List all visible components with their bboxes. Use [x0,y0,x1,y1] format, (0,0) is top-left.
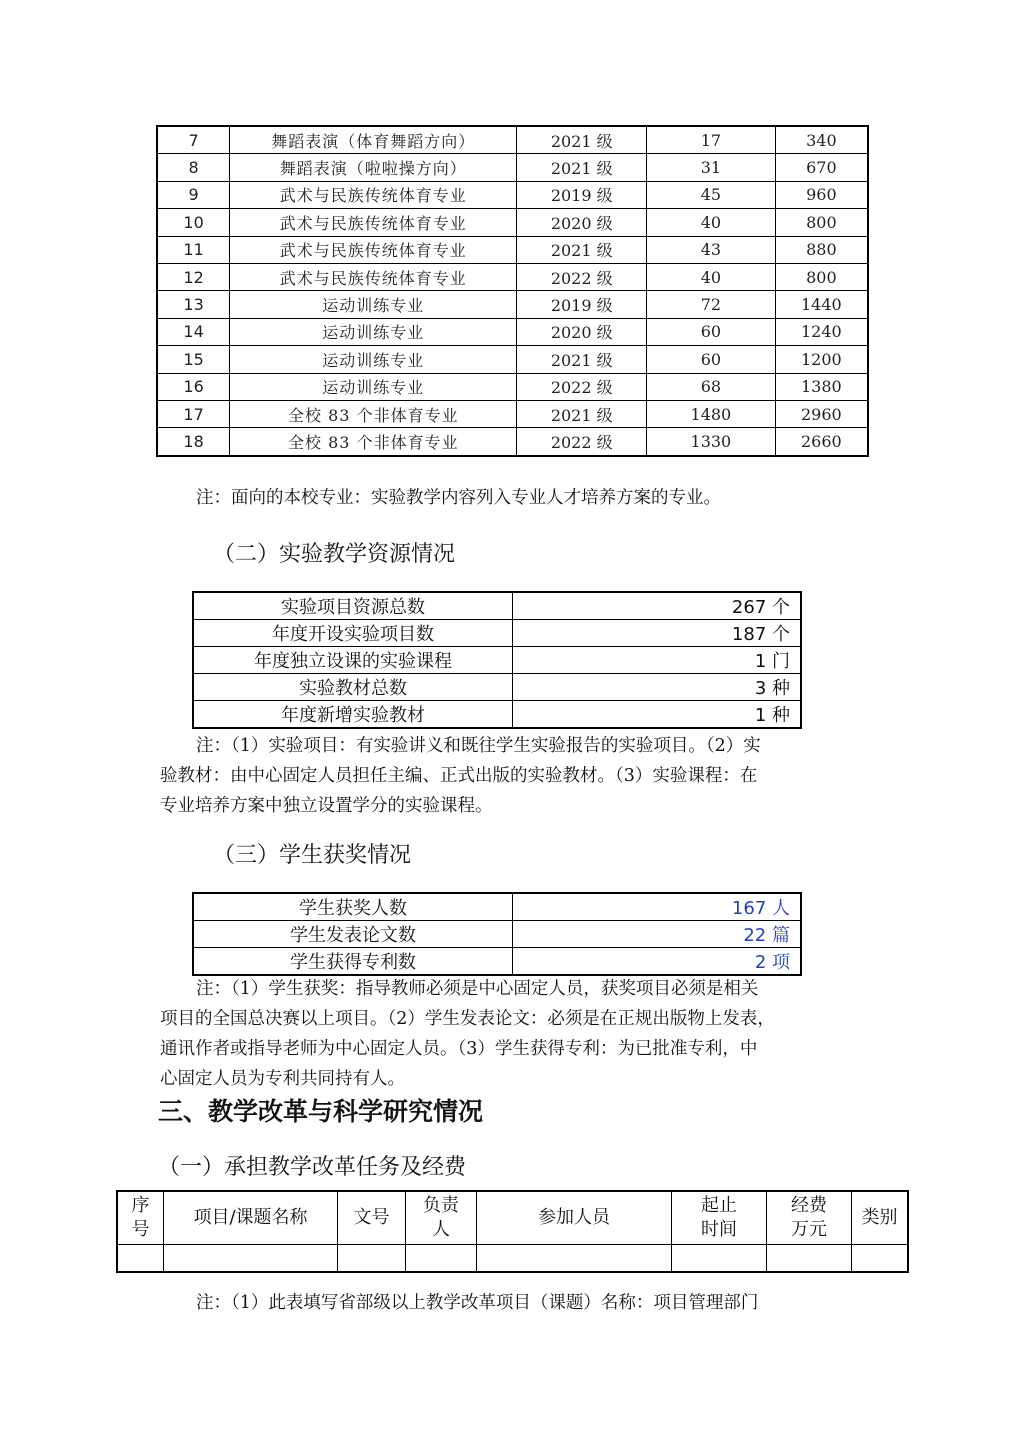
column-header-line-1: 起止 [701,1195,737,1216]
reform-cell [767,1245,852,1273]
section3-note [160,974,872,1094]
table-row [193,701,801,729]
column-header [852,1191,909,1245]
table-row [157,263,868,290]
student-count-cell: 40 [647,209,776,236]
student-count-cell: 17 [647,126,776,154]
column-header-line-1: 序 [131,1195,150,1216]
column-header-line-2: 号 [131,1219,150,1240]
column-header [164,1191,338,1245]
grade-cell: 2020 级 [517,318,647,345]
major-name-cell: 武术与民族传统体育专业 [230,263,517,290]
section3-heading: （三）学生获奖情况 [213,843,412,868]
major-name-cell: 武术与民族传统体育专业 [230,209,517,236]
student-count-cell: 43 [647,236,776,263]
value-cell: 267 个 [513,592,802,620]
value-cell: 1 种 [513,701,802,729]
table-row [193,647,801,674]
grade-cell: 2019 级 [517,181,647,208]
major-name-cell: 舞蹈表演（啦啦操方向） [230,154,517,181]
value-cell: 1 门 [513,647,802,674]
reform-cell [338,1245,406,1273]
label-cell: 年度开设实验项目数 [193,620,513,647]
row-number-cell: 16 [157,373,230,400]
table-row [157,126,868,154]
column-header [117,1191,164,1245]
label-cell: 实验项目资源总数 [193,592,513,620]
column-header-line-1: 类别 [861,1207,898,1228]
table-row [193,893,801,921]
student-count-cell: 40 [647,263,776,290]
label-cell: 年度新增实验教材 [193,701,513,729]
award-table-body [193,893,801,975]
table-row [193,620,801,647]
section3-note-line-4: 心固定人员为专利共同持有人。 [160,1069,405,1089]
grade-cell: 2021 级 [517,236,647,263]
grade-cell: 2021 级 [517,400,647,427]
reform-cell [477,1245,672,1273]
column-header [406,1191,477,1245]
grade-cell: 2022 级 [517,428,647,456]
table-row [157,346,868,373]
section2-note [160,731,872,821]
student-count-cell: 68 [647,373,776,400]
hours-cell: 670 [775,154,868,181]
reform-cell [406,1245,477,1273]
row-number-cell: 11 [157,236,230,263]
hours-cell: 880 [775,236,868,263]
student-count-cell: 31 [647,154,776,181]
table-row [157,428,868,456]
table-row [157,181,868,208]
reform-table-header-row [117,1191,908,1245]
student-count-cell: 60 [647,346,776,373]
hours-cell: 1240 [775,318,868,345]
hours-cell: 1380 [775,373,868,400]
reform-cell [164,1245,338,1273]
value-cell: 167 人 [513,893,802,921]
table-row [157,318,868,345]
hours-cell: 800 [775,263,868,290]
row-number-cell: 13 [157,291,230,318]
value-cell: 3 种 [513,674,802,701]
value-cell: 187 个 [513,620,802,647]
student-count-cell: 45 [647,181,776,208]
hours-cell: 800 [775,209,868,236]
grade-cell: 2022 级 [517,263,647,290]
section2-note-line-2: 验教材：由中心固定人员担任主编、正式出版的实验教材。（3）实验课程：在 [160,766,758,786]
major-name-cell: 运动训练专业 [230,346,517,373]
section3-note-line-2: 项目的全国总决赛以上项目。（2）学生发表论文：必须是在正规出版物上发表， [160,1009,775,1029]
section3-note-line-3: 通讯作者或指导老师为中心固定人员。（3）学生获得专利：为已批准专利，中 [160,1039,758,1059]
label-cell: 学生获奖人数 [193,893,513,921]
major-name-cell: 全校 83 个非体育专业 [230,428,517,456]
part3-heading: 三、教学改革与科学研究情况 [158,1097,484,1126]
table-row [157,154,868,181]
grade-cell: 2022 级 [517,373,647,400]
column-header-line-1: 经费 [791,1195,827,1216]
resource-table-body [193,592,801,728]
hours-cell: 960 [775,181,868,208]
label-cell: 学生发表论文数 [193,921,513,948]
grade-cell: 2021 级 [517,346,647,373]
resource-table [192,591,802,729]
reform-table [116,1190,909,1273]
table-row [193,674,801,701]
column-header-line-2: 万元 [791,1219,827,1240]
row-number-cell: 17 [157,400,230,427]
student-count-cell: 1330 [647,428,776,456]
section2-note-line-1: 注：（1）实验项目：有实验讲义和既往学生实验报告的实验项目。（2）实 [196,736,761,756]
hours-cell: 2660 [775,428,868,456]
reform-cell [852,1245,909,1273]
major-name-cell: 武术与民族传统体育专业 [230,236,517,263]
grade-cell: 2021 级 [517,126,647,154]
column-header-line-2: 时间 [701,1219,737,1240]
column-header-line-2: 人 [432,1219,450,1240]
row-number-cell: 18 [157,428,230,456]
table-row [157,209,868,236]
major-name-cell: 武术与民族传统体育专业 [230,181,517,208]
column-header-line-1: 负责 [423,1195,459,1216]
table-row [157,291,868,318]
major-name-cell: 运动训练专业 [230,318,517,345]
hours-cell: 340 [775,126,868,154]
column-header [338,1191,406,1245]
row-number-cell: 7 [157,126,230,154]
table-row [193,921,801,948]
enrollment-table [156,125,869,457]
value-cell: 2 项 [513,948,802,976]
reform-table-empty-row [117,1245,908,1273]
table-row [193,592,801,620]
section2-heading: （二）实验教学资源情况 [213,542,456,567]
hours-cell: 1200 [775,346,868,373]
student-count-cell: 1480 [647,400,776,427]
row-number-cell: 9 [157,181,230,208]
major-name-cell: 运动训练专业 [230,373,517,400]
column-header [767,1191,852,1245]
row-number-cell: 15 [157,346,230,373]
label-cell: 年度独立设课的实验课程 [193,647,513,674]
part3-sub-heading: （一）承担教学改革任务及经费 [158,1155,467,1180]
row-number-cell: 12 [157,263,230,290]
section3-note-line-1: 注：（1）学生获奖：指导教师必须是中心固定人员，获奖项目必须是相关 [196,979,759,999]
major-name-cell: 运动训练专业 [230,291,517,318]
label-cell: 学生获得专利数 [193,948,513,976]
column-header-line-1: 参加人员 [538,1207,610,1228]
grade-cell: 2019 级 [517,291,647,318]
row-number-cell: 8 [157,154,230,181]
student-count-cell: 72 [647,291,776,318]
column-header-line-1: 项目/课题名称 [193,1207,308,1228]
table-row [157,236,868,263]
table-row [157,373,868,400]
student-count-cell: 60 [647,318,776,345]
enrollment-table-body [157,126,868,456]
hours-cell: 2960 [775,400,868,427]
table-row [193,948,801,976]
grade-cell: 2020 级 [517,209,647,236]
reform-cell [117,1245,164,1273]
column-header [477,1191,672,1245]
column-header-line-1: 文号 [353,1207,390,1228]
label-cell: 实验教材总数 [193,674,513,701]
reform-cell [672,1245,767,1273]
column-header [672,1191,767,1245]
hours-cell: 1440 [775,291,868,318]
table-row [157,400,868,427]
section2-note-line-3: 专业培养方案中独立设置学分的实验课程。 [160,796,493,816]
grade-cell: 2021 级 [517,154,647,181]
value-cell: 22 篇 [513,921,802,948]
table1-note: 注：面向的本校专业：实验教学内容列入专业人才培养方案的专业。 [196,488,721,508]
row-number-cell: 10 [157,209,230,236]
row-number-cell: 14 [157,318,230,345]
major-name-cell: 舞蹈表演（体育舞蹈方向） [230,126,517,154]
major-name-cell: 全校 83 个非体育专业 [230,400,517,427]
award-table [192,892,802,976]
part3-note: 注：（1）此表填写省部级以上教学改革项目（课题）名称：项目管理部门 [196,1293,759,1313]
